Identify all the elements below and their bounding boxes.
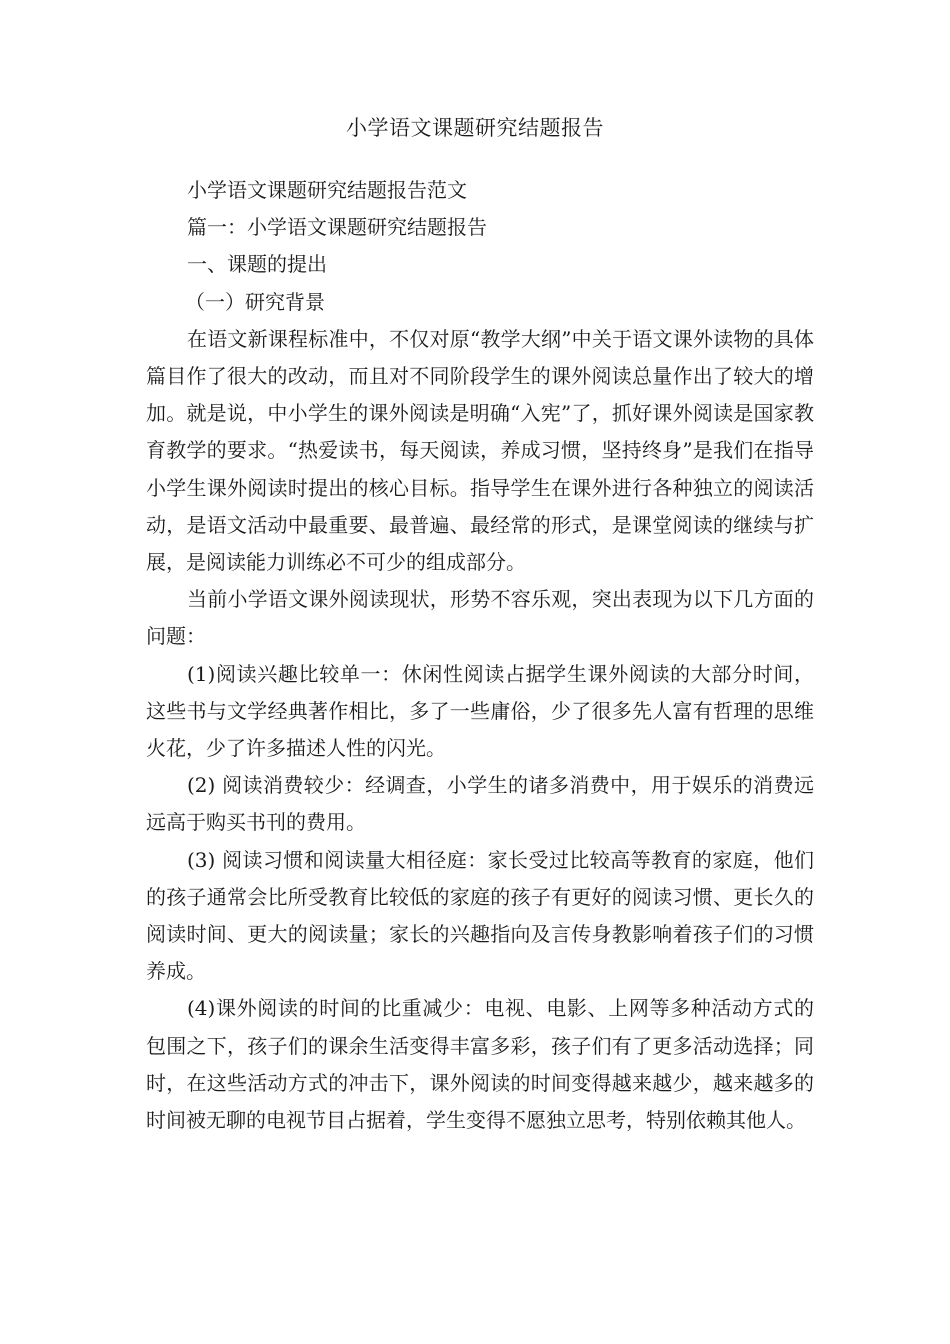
- paragraph-list-item: (2) 阅读消费较少：经调查，小学生的诸多消费中，用于娱乐的消费远远高于购买书刊的费用。: [146, 773, 814, 835]
- document-title: 小学语文课题研究结题报告: [346, 116, 604, 140]
- paragraph-list-item: (4)课外阅读的时间的比重减少：电视、电影、上网等多种活动方式的包围之下，孩子们的课余生活变得丰富多彩，孩子们有了更多活动选择；同时，在这些活动方式的冲击下，课外阅读的时间变得越来越少，越来越多的时间被无聊的电视节目占据着，学生变得不愿独立思考，特别依赖其他人。: [146, 996, 814, 1133]
- paragraph-heading-sample: 小学语文课题研究结题报告范文: [187, 178, 467, 202]
- paragraph-heading-background: （一）研究背景: [185, 289, 325, 314]
- paragraph-list-item: (1)阅读兴趣比较单一：休闲性阅读占据学生课外阅读的大部分时间，这些书与文学经典著作相比，多了一些庸俗，少了很多先人富有哲理的思维火花，少了许多描述人性的闪光。: [146, 661, 814, 761]
- paragraph-body: 在语文新课程标准中，不仅对原“教学大纲”中关于语文课外读物的具体篇目作了很大的改动，而且对不同阶段学生的课外阅读总量作出了较大的增加。就是说，中小学生的课外阅读是明确“入宪”了，抓好课外阅读是国家教育教学的要求。“热爱读书，每天阅读，养成习惯，坚持终身”是我们在指导小学生课外阅读时提出的核心目标。指导学生在课外进行各种独立的阅读活动，是语文活动中最重要、最普遍、最经常的形式，是课堂阅读的继续与扩展，是阅读能力训练必不可少的组成部分。: [146, 326, 814, 575]
- paragraph-list-item: (3) 阅读习惯和阅读量大相径庭：家长受过比较高等教育的家庭，他们的孩子通常会比所受教育比较低的家庭的孩子有更好的阅读习惯、更长久的阅读时间、更大的阅读量；家长的兴趣指向及言传身教影响着孩子们的习惯养成。: [146, 847, 814, 984]
- paragraph-heading-section-one: 一、课题的提出: [187, 252, 327, 277]
- paragraph-body: 当前小学语文课外阅读现状，形势不容乐观，突出表现为以下几方面的问题：: [146, 587, 814, 649]
- document-body: [146, 172, 814, 1139]
- paragraph-heading-part-one: 篇一：小学语文课题研究结题报告: [187, 215, 487, 240]
